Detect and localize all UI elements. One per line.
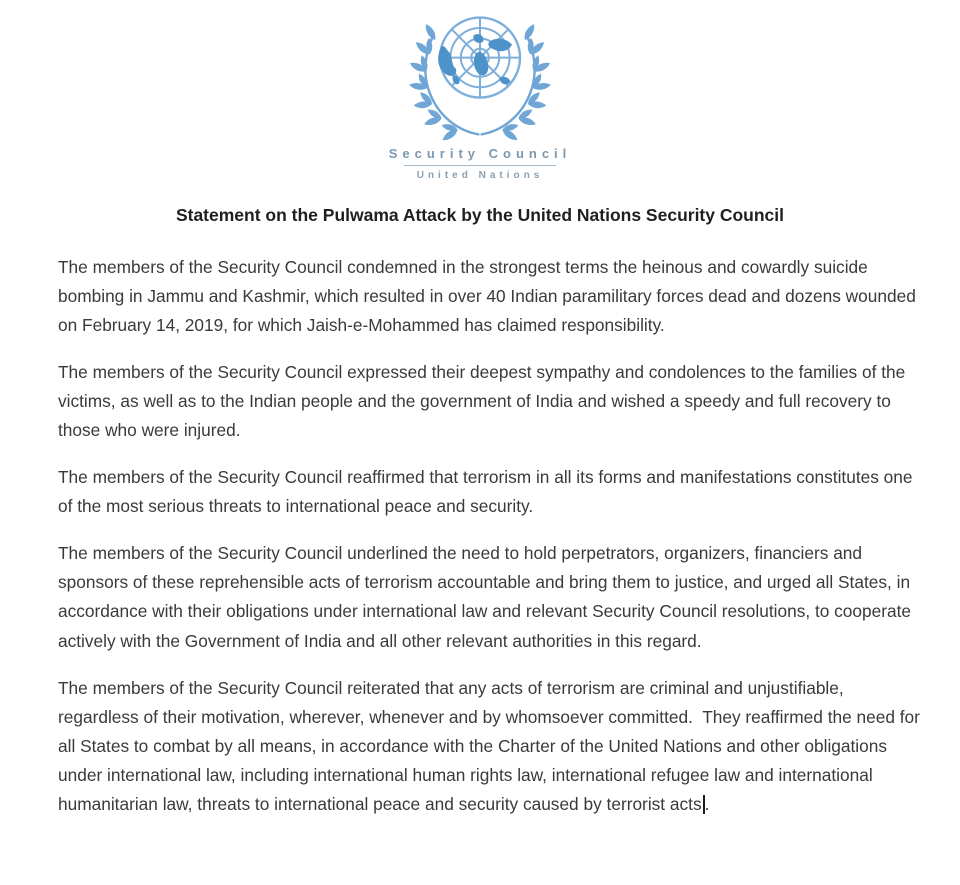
logo-divider [404, 165, 556, 166]
logo-primary-label: Security Council [388, 146, 572, 161]
paragraph-3[interactable]: The members of the Security Council reaffirmed that terrorism in all its forms and manifestations constitutes one of the most serious threats to international peace and security. [58, 467, 918, 517]
paragraph-4[interactable]: The members of the Security Council underlined the need to hold perpetrators, organizers, financiers and sponsors of these reprehensible acts of terrorism accountable and bring them to justice, and urged all States, in accordance with their obligations under international law and relevant Security Council resolutions, to cooperate actively with the Government of India and all other relevant authorities in this regard. [58, 543, 916, 651]
document-title[interactable]: Statement on the Pulwama Attack by the United Nations Security Council [175, 205, 785, 225]
paragraph-5-period: . [704, 793, 710, 814]
paragraph-1[interactable]: The members of the Security Council condemned in the strongest terms the heinous and cowardly suicide bombing in Jammu and Kashmir, which resulted in over 40 Indian paramilitary forces dead and dozens wounded on February 14, 2019, for which Jaish-e-Mohammed has claimed responsibility. [58, 257, 921, 336]
paragraph-5[interactable] [58, 674, 926, 819]
document-body[interactable] [58, 253, 926, 819]
un-security-council-logo [0, 0, 960, 181]
paragraph-5-text: The members of the Security Council reiterated that any acts of terrorism are criminal and unjustifiable, regardless of their motivation, wherever, whenever and by whomsoever committed. They reaffirmed the need for all States to combat by all means, in accordance with the Charter of the United Nations and other obligations under international law, including international human rights law, international refugee law and international humanitarian law, threats to international peace and security caused by terrorist acts [58, 677, 925, 814]
un-emblem-icon [400, 8, 560, 144]
logo-secondary-label: United Nations [416, 170, 544, 181]
paragraph-2[interactable]: The members of the Security Council expressed their deepest sympathy and condolences to the families of the victims, as well as to the Indian people and the government of India and wished a speedy and full recovery to those who were injured. [58, 362, 911, 441]
